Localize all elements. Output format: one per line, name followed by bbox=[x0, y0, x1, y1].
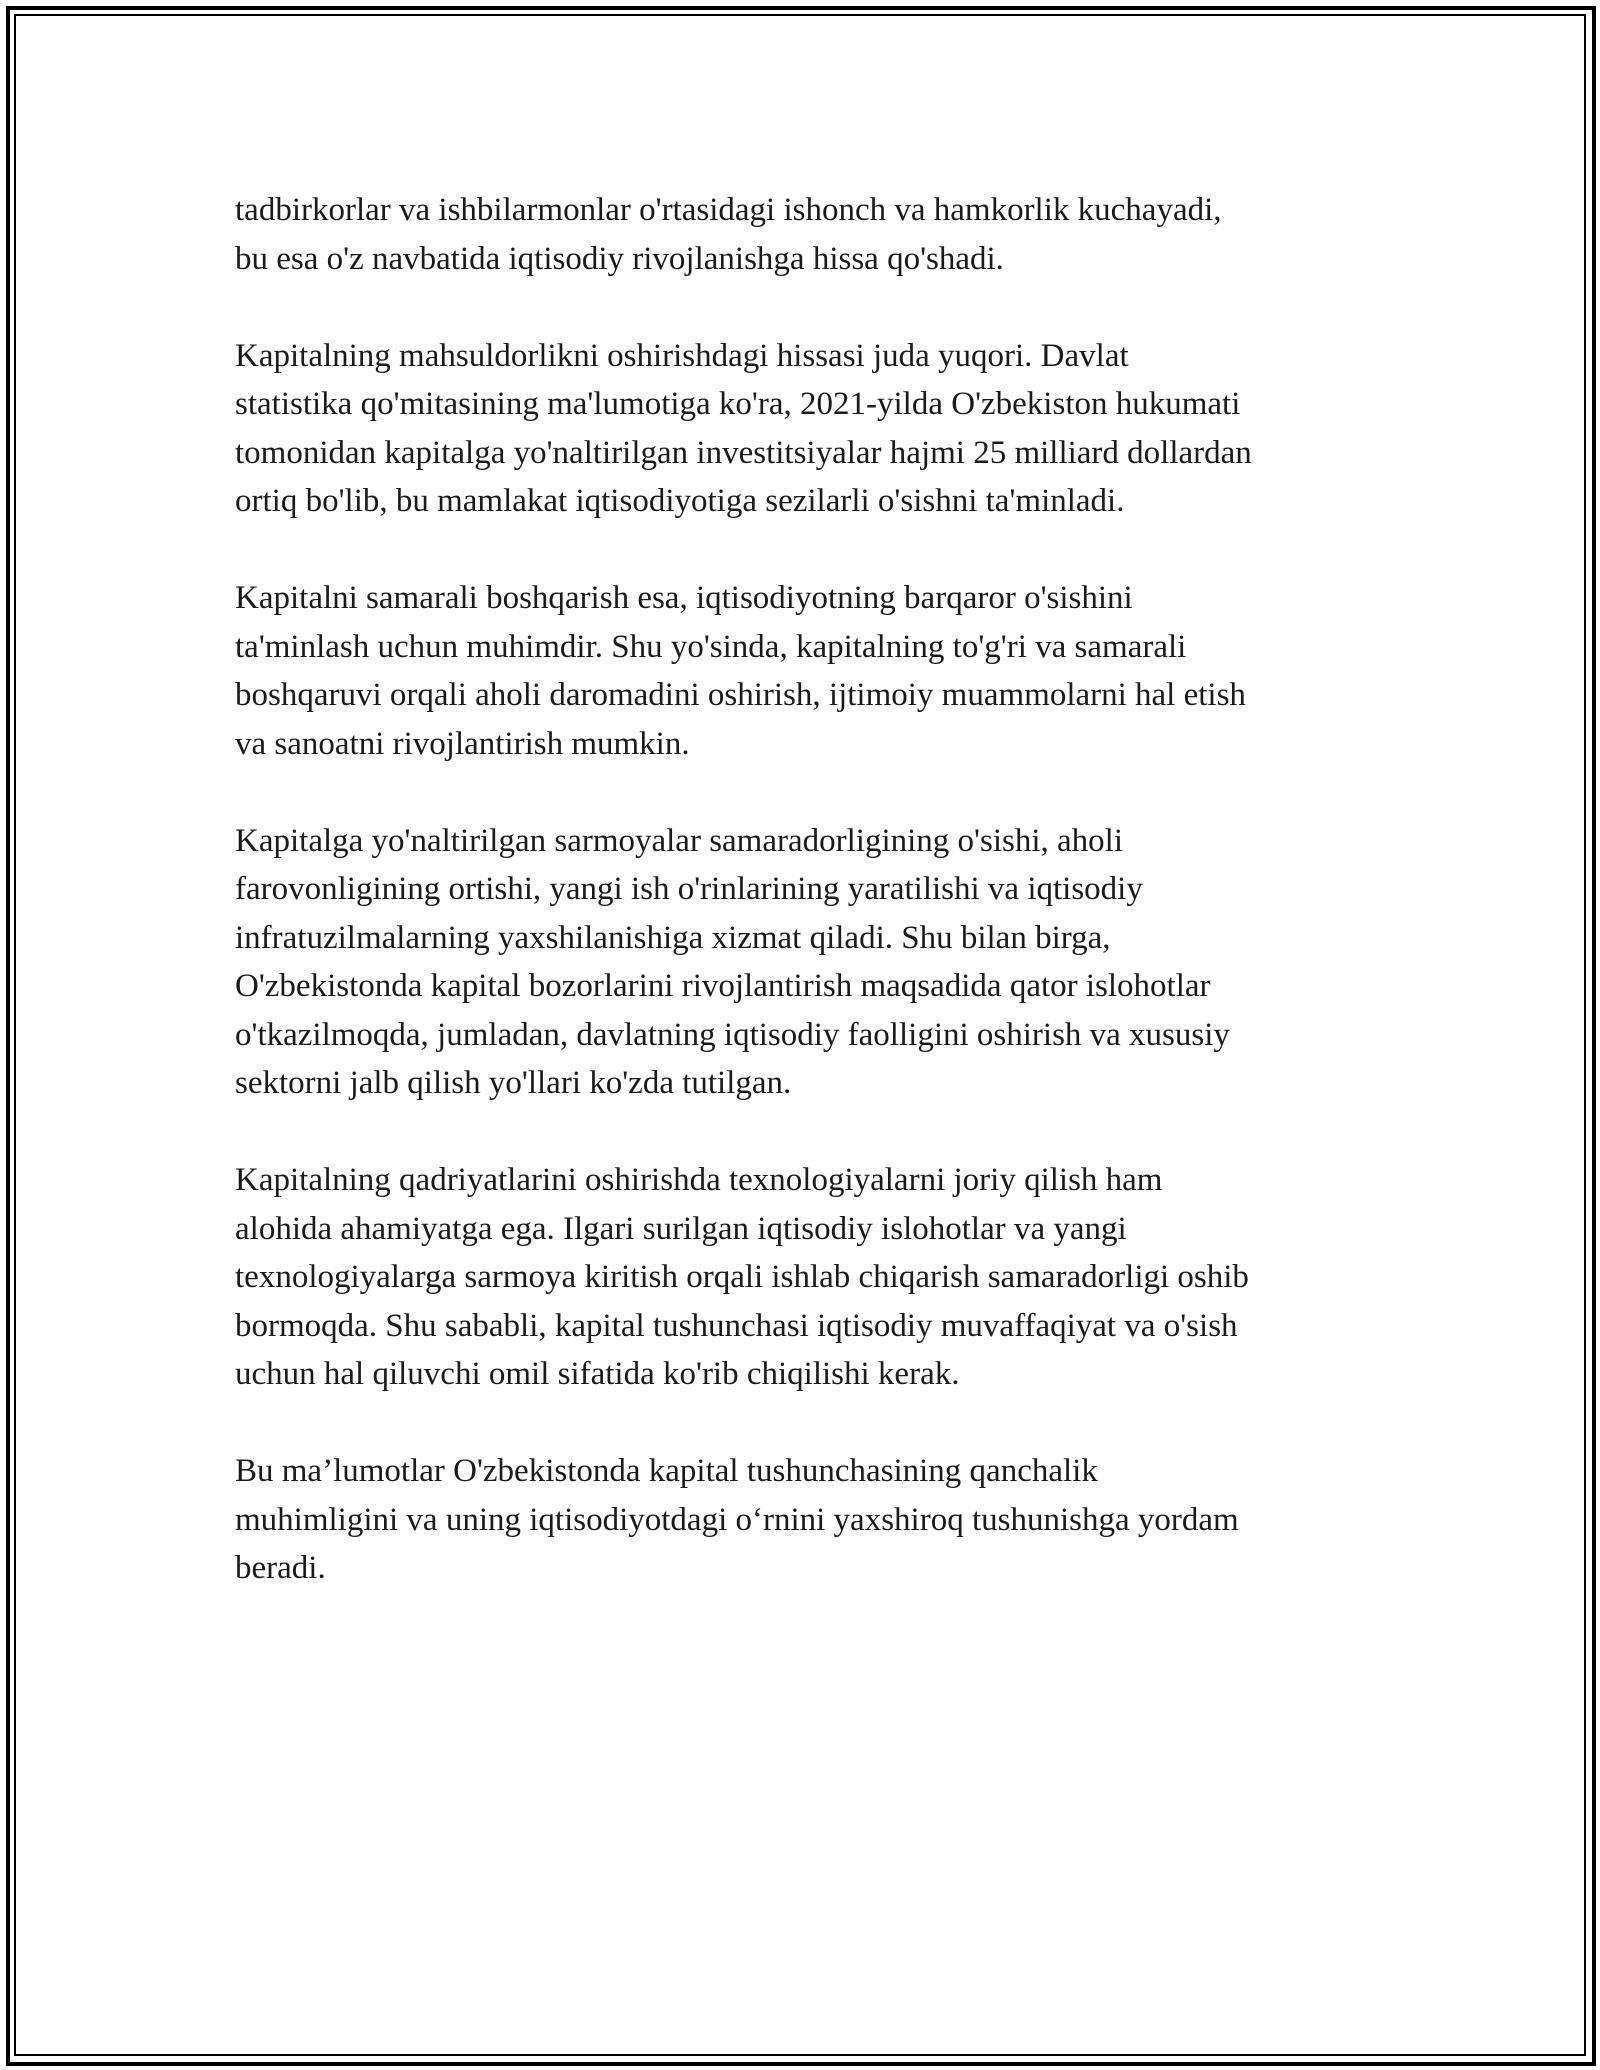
text-line: boshqaruvi orqali aholi daromadini oshirish, ijtimoiy muammolarni hal etish bbox=[235, 677, 1246, 713]
paragraph-3 bbox=[235, 574, 1375, 768]
paragraph-6 bbox=[235, 1447, 1375, 1593]
paragraph-2 bbox=[235, 332, 1375, 526]
text-line: muhimligini va uning iqtisodiyotdagi o‘rnini yaxshiroq tushunishga yordam bbox=[235, 1501, 1239, 1538]
text-line: farovonligining ortishi, yangi ish o'rinlarining yaratilishi va iqtisodiy bbox=[235, 871, 1143, 907]
text-line: sektorni jalb qilish yo'llari ko'zda tutilgan. bbox=[235, 1065, 792, 1101]
text-line: va sanoatni rivojlantirish mumkin. bbox=[235, 725, 690, 762]
text-line: alohida ahamiyatga ega. Ilgari surilgan iqtisodiy islohotlar va yangi bbox=[235, 1210, 1127, 1247]
text-line: texnologiyalarga sarmoya kiritish orqali ishlab chiqarish samaradorligi oshib bbox=[235, 1259, 1249, 1295]
text-line: ortiq bo'lib, bu mamlakat iqtisodiyotiga sezilarli o'sishni ta'minladi. bbox=[235, 483, 1125, 519]
text-line: tomonidan kapitalga yo'naltirilgan investitsiyalar hajmi 25 milliard dollardan bbox=[235, 434, 1252, 471]
text-line: Bu ma’lumotlar O'zbekistonda kapital tushunchasining qanchalik bbox=[235, 1453, 1098, 1489]
text-line: bormoqda. Shu sababli, kapital tushunchasi iqtisodiy muvaffaqiyat va o'sish bbox=[235, 1307, 1238, 1344]
text-line: uchun hal qiluvchi omil sifatida ko'rib chiqilishi kerak. bbox=[235, 1356, 960, 1392]
paragraph-1 bbox=[235, 186, 1375, 283]
paragraph-4 bbox=[235, 817, 1375, 1108]
text-line: Kapitalning qadriyatlarini oshirishda texnologiyalarni joriy qilish ham bbox=[235, 1162, 1163, 1198]
text-line: O'zbekistonda kapital bozorlarini rivojlantirish maqsadida qator islohotlar bbox=[235, 968, 1211, 1004]
text-line: beradi. bbox=[235, 1550, 326, 1586]
text-line: bu esa o'z navbatida iqtisodiy rivojlanishga hissa qo'shadi. bbox=[235, 240, 1004, 277]
paragraph-5 bbox=[235, 1156, 1375, 1399]
text-line: Kapitalga yo'naltirilgan sarmoyalar samaradorligining o'sishi, aholi bbox=[235, 822, 1124, 859]
text-line: tadbirkorlar va ishbilarmonlar o'rtasidagi ishonch va hamkorlik kuchayadi, bbox=[235, 192, 1222, 228]
text-line: Kapitalni samarali boshqarish esa, iqtisodiyotning barqaror o'sishini bbox=[235, 580, 1133, 616]
text-line: ta'minlash uchun muhimdir. Shu yo'sinda, kapitalning to'g'ri va samarali bbox=[235, 628, 1187, 665]
document-body bbox=[235, 186, 1375, 1641]
text-line: statistika qo'mitasining ma'lumotiga ko'ra, 2021-yilda O'zbekiston hukumati bbox=[235, 386, 1241, 422]
text-line: Kapitalning mahsuldorlikni oshirishdagi hissasi juda yuqori. Davlat bbox=[235, 337, 1129, 374]
text-line: o'tkazilmoqda, jumladan, davlatning iqtisodiy faolligini oshirish va xususiy bbox=[235, 1016, 1230, 1053]
text-line: infratuzilmalarning yaxshilanishiga xizmat qiladi. Shu bilan birga, bbox=[235, 919, 1111, 956]
